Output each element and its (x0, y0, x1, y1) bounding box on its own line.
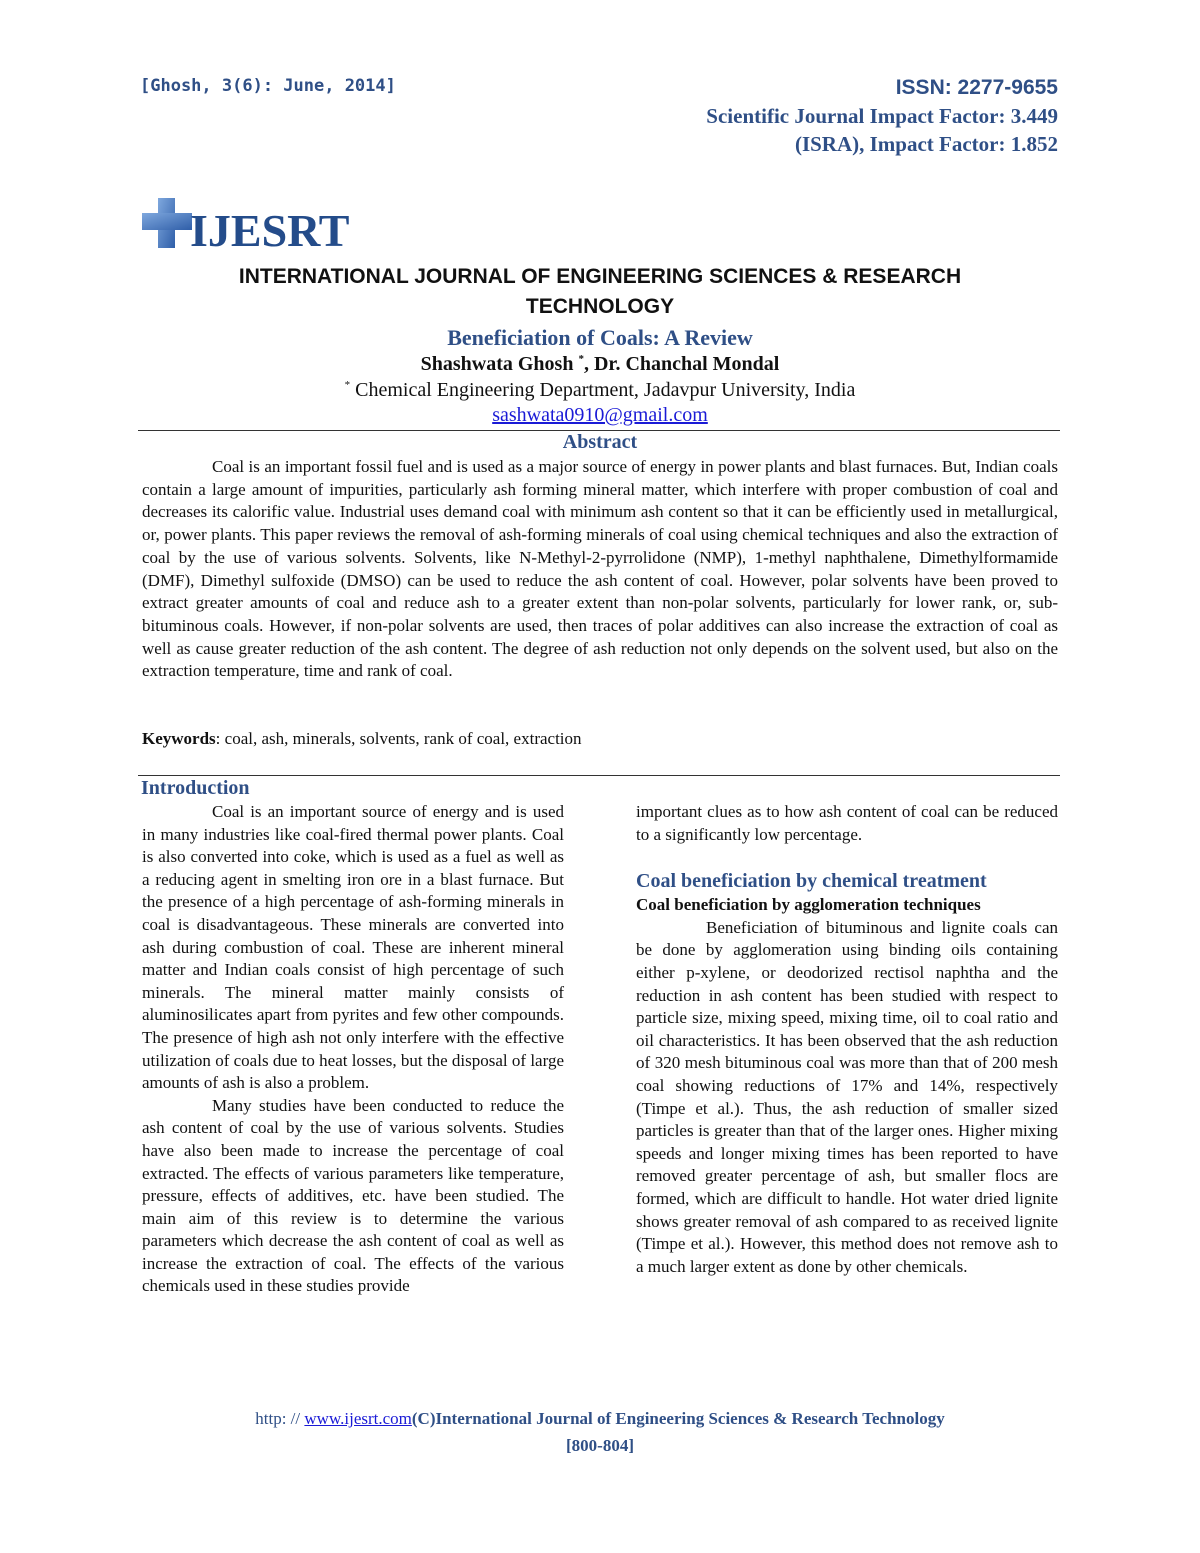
introduction-heading: Introduction (141, 777, 250, 799)
footer-line (0, 1405, 1200, 1432)
isra-impact-factor: (ISRA), Impact Factor: 1.852 (794, 132, 1058, 156)
authors (0, 353, 1200, 376)
paper-title: Beneficiation of Coals: A Review (447, 325, 753, 350)
agglomeration-paragraph (636, 917, 1058, 1279)
author-email (0, 404, 1200, 427)
footer-website-link[interactable]: www.ijesrt.com (304, 1409, 412, 1428)
intro-paragraph-2 (142, 1095, 564, 1298)
logo-text: IJESRT (190, 205, 350, 256)
author-mark: * (578, 353, 584, 365)
divider (138, 775, 1060, 776)
keywords-text: : coal, ash, minerals, solvents, rank of coal, extraction (215, 729, 582, 748)
page-footer (0, 1405, 1200, 1459)
footer-journal: (C)International Journal of Engineering Sciences & Research Technology (411, 1409, 945, 1428)
email-link[interactable]: sashwata0910@gmail.com (492, 404, 708, 426)
column-left (142, 801, 564, 1298)
intro-paragraph-1 (142, 801, 564, 1095)
issn: ISSN: 2277-9655 (895, 76, 1058, 99)
agglomeration-paragraph-text: Beneficiation of bituminous and lignite coals can be done by agglomeration using binding oils containing either p-xylene, or deodorized rectisol naphtha and the reduction in ash content has been studied with respect to particle size, mixing speed, mixing time, oil to coal ratio and oil characteristics. It has been observed that the ash reduction of 320 mesh bituminous coal was more than that of 200 mesh coal showing reductions of 17% and 14%, respectively (Timpe et al.). Thus, the ash reduction of smaller sized particles is greater than that of the larger ones. Higher mixing speeds and longer mixing times has been reported to have removed greater percentage of ash, but smaller flocs are formed, which are difficult to handle. Hot water dried lignite shows greater removal of ash compared to as received lignite (Timpe et al.). However, this method does not remove ash to a much larger extent as done by other chemicals. (636, 917, 1058, 1276)
journal-name (180, 262, 1020, 322)
plus-cross-icon (142, 198, 192, 248)
journal-name-line-1: INTERNATIONAL JOURNAL OF ENGINEERING SCIENCES & RESEARCH (238, 265, 962, 288)
column-right (636, 801, 1058, 1278)
author-2: , Dr. Chanchal Mondal (583, 353, 780, 375)
author-1: Shashwata Ghosh (420, 353, 579, 375)
abstract-body (142, 456, 1058, 683)
affiliation-mark: * (344, 379, 351, 391)
affiliation-text: Chemical Engineering Department, Jadavpur University, India (350, 379, 856, 401)
journal-metrics (706, 74, 1058, 158)
keywords-label: Keywords (142, 729, 216, 748)
chemical-treatment-heading: Coal beneficiation by chemical treatment (636, 870, 987, 893)
intro-paragraph-1-text: Coal is an important source of energy and is used in many industries like coal-fired thermal power plants. Coal is also converted into coke, which is used as a fuel as well as a reducing agent in smelting iron ore in a blast furnace. But the presence of a high percentage of ash-forming minerals in coal is disadvantageous. These minerals are converted into ash during combustion of coal. These are inherent mineral matter and Indian coals consist of high percentage of such minerals. The mineral matter mainly consists of aluminosilicates apart from pyrites and few other compounds. The presence of high ash not only interfere with the effective utilization of coals due to heat losses, but the disposal of large amounts of ash is also a problem. (142, 802, 564, 1093)
abstract-heading: Abstract (562, 431, 638, 453)
affiliation (0, 379, 1200, 402)
agglomeration-subheading: Coal beneficiation by agglomeration techniques (636, 895, 981, 915)
citation-header: [Ghosh, 3(6): June, 2014] (140, 76, 396, 96)
impact-factor: Scientific Journal Impact Factor: 3.449 (706, 104, 1058, 128)
abstract-text: Coal is an important fossil fuel and is used as a major source of energy in power plants and blast furnaces. But, Indian coals contain a large amount of impurities, particularly ash forming mineral matter, which interfere with proper combustion of coal and decreases its calorific value. Industrial uses demand coal with minimum ash content so that it can be efficiently used in metallurgical, or, power plants. This paper reviews the removal of ash-forming minerals of coal using chemical techniques and also the extraction of coal by the use of various solvents. Solvents, like N-Methyl-2-pyrrolidone (NMP), 1-methyl naphthalene, Dimethylformamide (DMF), Dimethyl sulfoxide (DMSO) can be used to reduce the ash content of coal. However, polar solvents have been proved to extract greater amounts of coal and reduce ash to a greater extent than non-polar solvents, particularly for lower rank, or, sub-bituminous coals. However, if non-polar solvents are used, then traces of polar additives can also increase the extraction of coal as well as cause greater reduction of the ash content. The degree of ash reduction not only depends on the solvent used, but also on the extraction temperature, time and rank of coal. (142, 457, 1058, 681)
keywords (142, 729, 582, 749)
intro-paragraph-2-text: Many studies have been conducted to reduce the ash content of coal by the use of various solvents. Studies have also been made to increase the percentage of coal extracted. The effects of various parameters like temperature, pressure, effects of additives, etc. have been studied. The main aim of this review is to determine the various parameters which decrease the ash content of coal as well as increase the extraction of coal. The effects of the various chemicals used in these studies provide (142, 1095, 564, 1296)
intro-paragraph-2-continued: important clues as to how ash content of coal can be reduced to a significantly low percentage. (636, 802, 1058, 844)
journal-name-line-2: TECHNOLOGY (525, 295, 675, 318)
page-range: [800-804] (566, 1436, 634, 1455)
footer-prefix: http: // (255, 1409, 305, 1428)
